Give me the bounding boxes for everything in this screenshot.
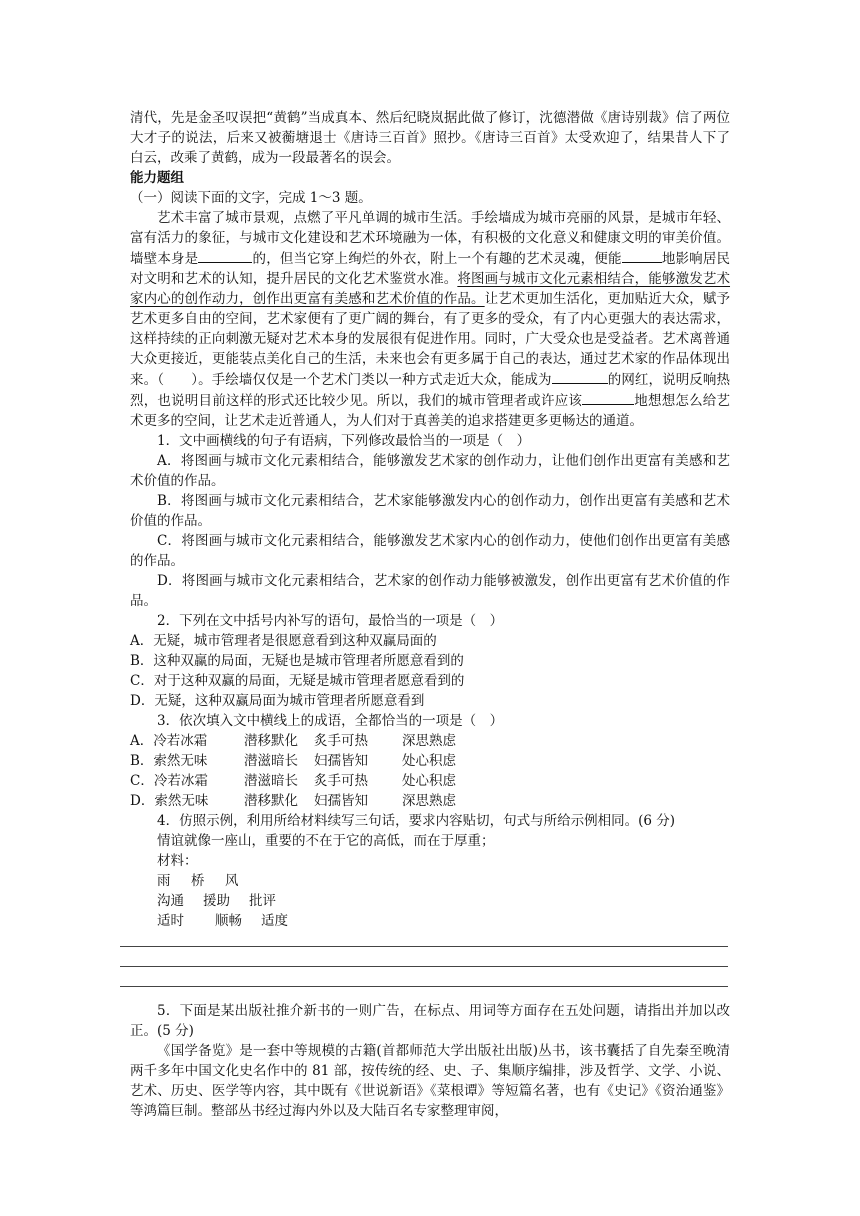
material-criticize: 批评: [249, 893, 276, 909]
material-communicate: 沟通: [157, 893, 184, 909]
blank-2: [622, 248, 662, 263]
blank-3: [552, 369, 608, 384]
q2-stem: 2．下列在文中括号内补写的语句，最恰当的一项是（ ）: [157, 613, 504, 629]
material-aid: 援助: [203, 893, 230, 909]
blank-4: [582, 390, 634, 405]
q3-a-2: 潜移默化: [244, 733, 298, 749]
q3-c-2: 潜滋暗长: [244, 773, 298, 789]
q3-d-3: 妇孺皆知: [314, 793, 368, 809]
q2-option-b: B．这种双赢的局面，无疑也是城市管理者所愿意看到的: [130, 653, 464, 669]
q1-option-c: C．将图画与城市文化元素相结合，能够激发艺术家内心的创作动力，使他们创作出更富有美感的作品。: [130, 533, 730, 569]
section-title: 能力题组: [130, 170, 184, 186]
q4-material-row-3: [130, 911, 730, 931]
q3-c-3: 炙手可热: [314, 773, 368, 789]
answer-line-1[interactable]: [120, 946, 728, 947]
q3-a-3: 炙手可热: [314, 733, 368, 749]
q3-a-4: 深思熟虑: [402, 733, 456, 749]
q4-stem: 4．仿照示例，利用所给材料续写三句话，要求内容贴切，句式与所给示例相同。(6 分): [157, 813, 676, 829]
q3-option-a: [130, 731, 730, 751]
q4-material-row-1: [130, 871, 730, 891]
underlined-sentence: 将图画与城市文化元素相结合，能够激发艺术家内心的创作动力，创作出更富有美感和艺术价值的作品。: [130, 271, 731, 307]
q3-option-d: [130, 791, 730, 811]
passage-text-6: 地想想怎么给艺术更多的空间，让艺术走近普通人，为人们对于真善美的追求搭建更多更畅达的通道。: [130, 393, 731, 429]
q3-b-1: B．索然无味: [130, 753, 208, 769]
q1-stem: 1．文中画横线的句子有语病，下列修改最恰当的一项是（ ）: [157, 433, 531, 449]
part1-instruction: （一）阅读下面的文字，完成 1～3 题。: [130, 190, 372, 206]
answer-line-3[interactable]: [120, 986, 728, 987]
q2-option-d: D．无疑，这种双赢局面为城市管理者所愿意看到: [130, 693, 425, 709]
blank-1: [198, 248, 252, 263]
q1-option-a: A．将图画与城市文化元素相结合，能够激发艺术家的创作动力，让他们创作出更富有美感和艺术价值的作品。: [130, 453, 730, 489]
material-moderate: 适度: [261, 913, 288, 929]
q2-option-c: C．对于这种双赢的局面，无疑是城市管理者愿意看到的: [130, 673, 465, 689]
q3-b-4: 处心积虑: [402, 753, 456, 769]
q1-option-b: B．将图画与城市文化元素相结合，艺术家能够激发内心的创作动力，创作出更富有美感和艺术价值的作品。: [130, 493, 730, 529]
passage-text-2: 的，但当它穿上绚烂的外衣，附上一个有趣的艺术灵魂，便能: [252, 251, 622, 267]
material-smooth: 顺畅: [215, 913, 242, 929]
q3-c-1: C．冷若冰霜: [130, 773, 208, 789]
answer-line-2[interactable]: [120, 966, 728, 967]
q4-material-row-2: [130, 891, 730, 911]
q3-d-2: 潜移默化: [244, 793, 298, 809]
q3-b-3: 妇孺皆知: [314, 753, 368, 769]
passage-text-1: 艺术丰富了城市景观，点燃了平凡单调的城市生活。手绘墙成为城市亮丽的风景，是城市年轻、富有活力的象征，与城市文化建设和艺术环境融为一体，有积极的文化意义和健康文明的审美价值。墙壁本身是: [130, 210, 730, 267]
q1-option-d: D．将图画与城市文化元素相结合，艺术家的创作动力能够被激发，创作出更富有艺术价值的作品。: [130, 573, 730, 609]
q3-option-c: [130, 771, 730, 791]
q3-stem: 3．依次填入文中横线上的成语，全都恰当的一项是（ ）: [157, 713, 504, 729]
q4-example: 情谊就像一座山，重要的不在于它的高低，而在于厚重；: [157, 833, 495, 849]
passage-text-4: 让艺术更加生活化，更加贴近大众，赋予艺术更多自由的空间，艺术家便有了更广阔的舞台，有了更多的受众，有了内心更强大的表达需求，这样持续的正向刺激无疑对艺术本身的发展很有促进作用。同时，广大受众也是受益者。艺术离普通大众更接近，更能装点美化自己的生活，未来也会有更多属于自己的表达，通过艺术家的作品体现出来。（ ）。手绘墙仅仅是一个艺术门类以一种方式走近大众，能成为: [130, 291, 731, 388]
q3-option-b: [130, 751, 730, 771]
reading-passage: [130, 208, 730, 431]
material-timely: 适时: [157, 913, 184, 929]
material-wind: 风: [225, 873, 239, 889]
material-bridge: 桥: [191, 873, 205, 889]
q3-c-4: 处心积虑: [402, 773, 456, 789]
q4-material-label: 材料：: [157, 853, 198, 869]
intro-paragraph: 清代，先是金圣叹误把“黄鹤”当成真本、然后纪晓岚据此做了修订，沈德潜做《唐诗别裁》信了两位大才子的说法，后来又被蘅塘退士《唐诗三百首》照抄。《唐诗三百首》太受欢迎了，结果昔人下了白云，改乘了黄鹤，成为一段最著名的误会。: [130, 110, 730, 166]
q3-d-1: D．索然无味: [130, 793, 209, 809]
q5-ad-text: 《国学备览》是一套中等规模的古籍(首都师范大学出版社出版)丛书，该书囊括了自先秦至晚清两千多年中国文化史名作中的 81 部，按传统的经、史、子、集顺序编排，涉及哲学、文学、小说、艺术、历史、医学等内容，其中既有《世说新语》《菜根谭》等短篇名著，也有《史记》《资治通鉴》等鸿篇巨制。整部丛书经过海内外以及大陆百名专家整理审阅，: [130, 1043, 730, 1119]
q2-option-a: A．无疑，城市管理者是很愿意看到这种双赢局面的: [130, 633, 437, 649]
q3-b-2: 潜滋暗长: [244, 753, 298, 769]
passage-text-5: 的网红，说明反响热烈，也说明目前这样的形式还比较少见。所以，我们的城市管理者或许应该: [130, 372, 731, 409]
document-content: [130, 108, 730, 1121]
passage-text-3: 地影响居民对文明和艺术的认知，提升居民的文化艺术鉴赏水准。: [130, 251, 731, 287]
material-rain: 雨: [157, 873, 171, 889]
q3-d-4: 深思熟虑: [402, 793, 456, 809]
q5-stem: 5．下面是某出版社推介新书的一则广告，在标点、用词等方面存在五处问题，请指出并加以改正。(5 分): [130, 1003, 730, 1039]
q3-a-1: A．冷若冰霜: [130, 733, 208, 749]
